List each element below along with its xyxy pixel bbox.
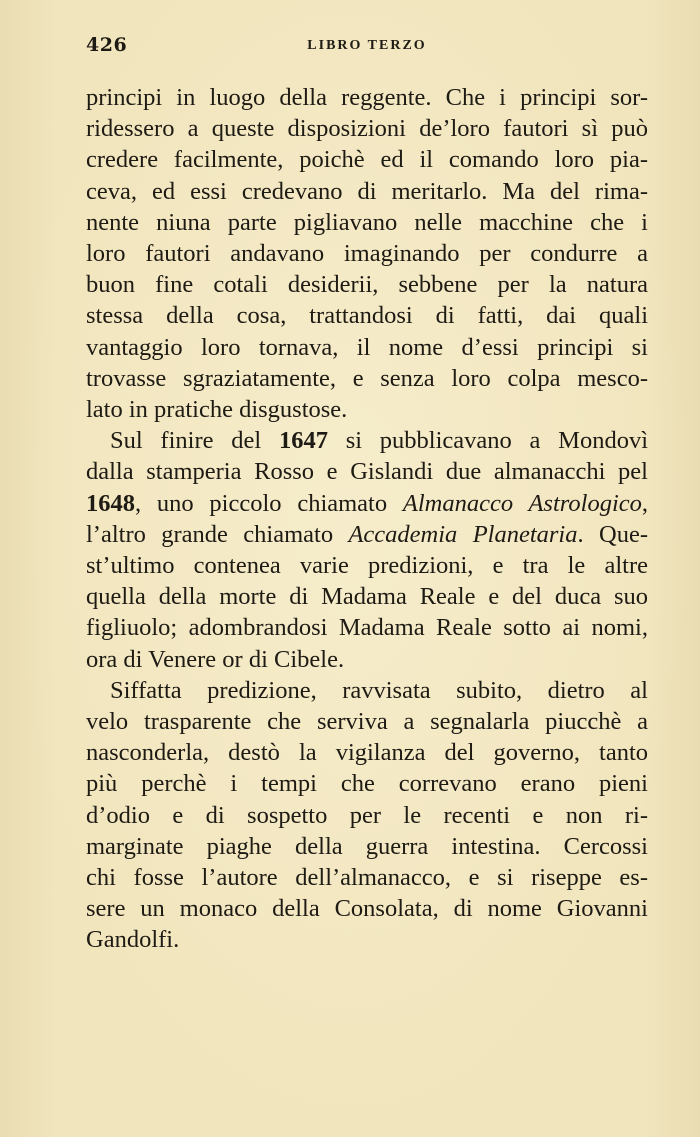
text-line: stessa della cosa, trattandosi di fatti, dai quali: [86, 302, 648, 330]
almanac-title-astrologico: Almanacco Astrologico: [402, 489, 642, 517]
year-1648: 1648: [86, 489, 135, 517]
text-line: Gandolfi.: [86, 926, 180, 954]
text-run: l’altro grande chiamato: [86, 520, 349, 548]
text-line: ridessero a queste disposizioni de’loro fautori sì può: [86, 115, 648, 143]
text-run: si pubblicavano a Mondovì: [327, 427, 648, 455]
text-line: vantaggio loro tornava, il nome d’essi principi si: [86, 333, 648, 361]
text-line: d’odio e di sospetto per le recenti e non ri-: [86, 801, 648, 829]
text-line: quella della morte di Madama Reale e del duca suo: [86, 583, 648, 611]
text-line: più perchè i tempi che correvano erano pieni: [86, 770, 648, 798]
text-run: ,: [641, 489, 649, 517]
text-line: nente niuna parte pigliavano nelle macchine che i: [86, 208, 648, 236]
text-line: trovasse sgraziatamente, e senza loro colpa mesco-: [86, 364, 648, 392]
text-line: loro fautori andavano imaginando per condurre a: [86, 240, 648, 268]
text-run: Sul finire del: [110, 427, 279, 455]
text-line: buon fine cotali desiderii, sebbene per la natura: [86, 271, 648, 299]
text-line: marginate piaghe della guerra intestina. Cercossi: [86, 832, 648, 860]
paragraph-2: [86, 425, 648, 675]
text-line: figliuolo; adombrandosi Madama Reale sotto ai nomi,: [86, 614, 648, 642]
text-line: chi fosse l’autore dell’almanacco, e si riseppe es-: [86, 864, 648, 892]
text-line: lato in pratiche disgustose.: [86, 396, 348, 424]
text-line: velo trasparente che serviva a segnalarla piucchè a: [86, 708, 648, 736]
text-line: dalla stamperia Rosso e Gislandi due almanacchi pel: [86, 458, 648, 486]
text-line: sere un monaco della Consolata, di nome Giovanni: [86, 895, 648, 923]
text-line: nasconderla, destò la vigilanza del governo, tanto: [86, 739, 648, 767]
paragraph-1: [86, 82, 648, 425]
text-line: st’ultimo contenea varie predizioni, e tra le altre: [86, 552, 648, 580]
text-line: ora di Venere or di Cibele.: [86, 645, 345, 673]
running-head: [86, 34, 648, 62]
text-line: [86, 488, 648, 519]
text-run: . Que-: [577, 520, 648, 548]
paragraph-3: [86, 675, 648, 956]
text-line: ceva, ed essi credevano di meritarlo. Ma del rima-: [86, 177, 648, 205]
text-line: credere facilmente, poichè ed il comando loro pia-: [86, 146, 648, 174]
year-1647: 1647: [278, 427, 328, 455]
text-line: [86, 519, 648, 550]
text-line: principi in luogo della reggente. Che i principi sor-: [86, 84, 648, 111]
almanac-title-planetaria: Accademia Planetaria: [348, 520, 578, 548]
text-line: [86, 425, 648, 456]
text-run: , uno piccolo chiamato: [135, 489, 403, 517]
running-title: LIBRO TERZO: [307, 38, 427, 53]
page-number: 426: [86, 34, 128, 56]
body-text: [86, 82, 648, 956]
text-line: Siffatta predizione, ravvisata subito, dietro al: [110, 676, 648, 704]
